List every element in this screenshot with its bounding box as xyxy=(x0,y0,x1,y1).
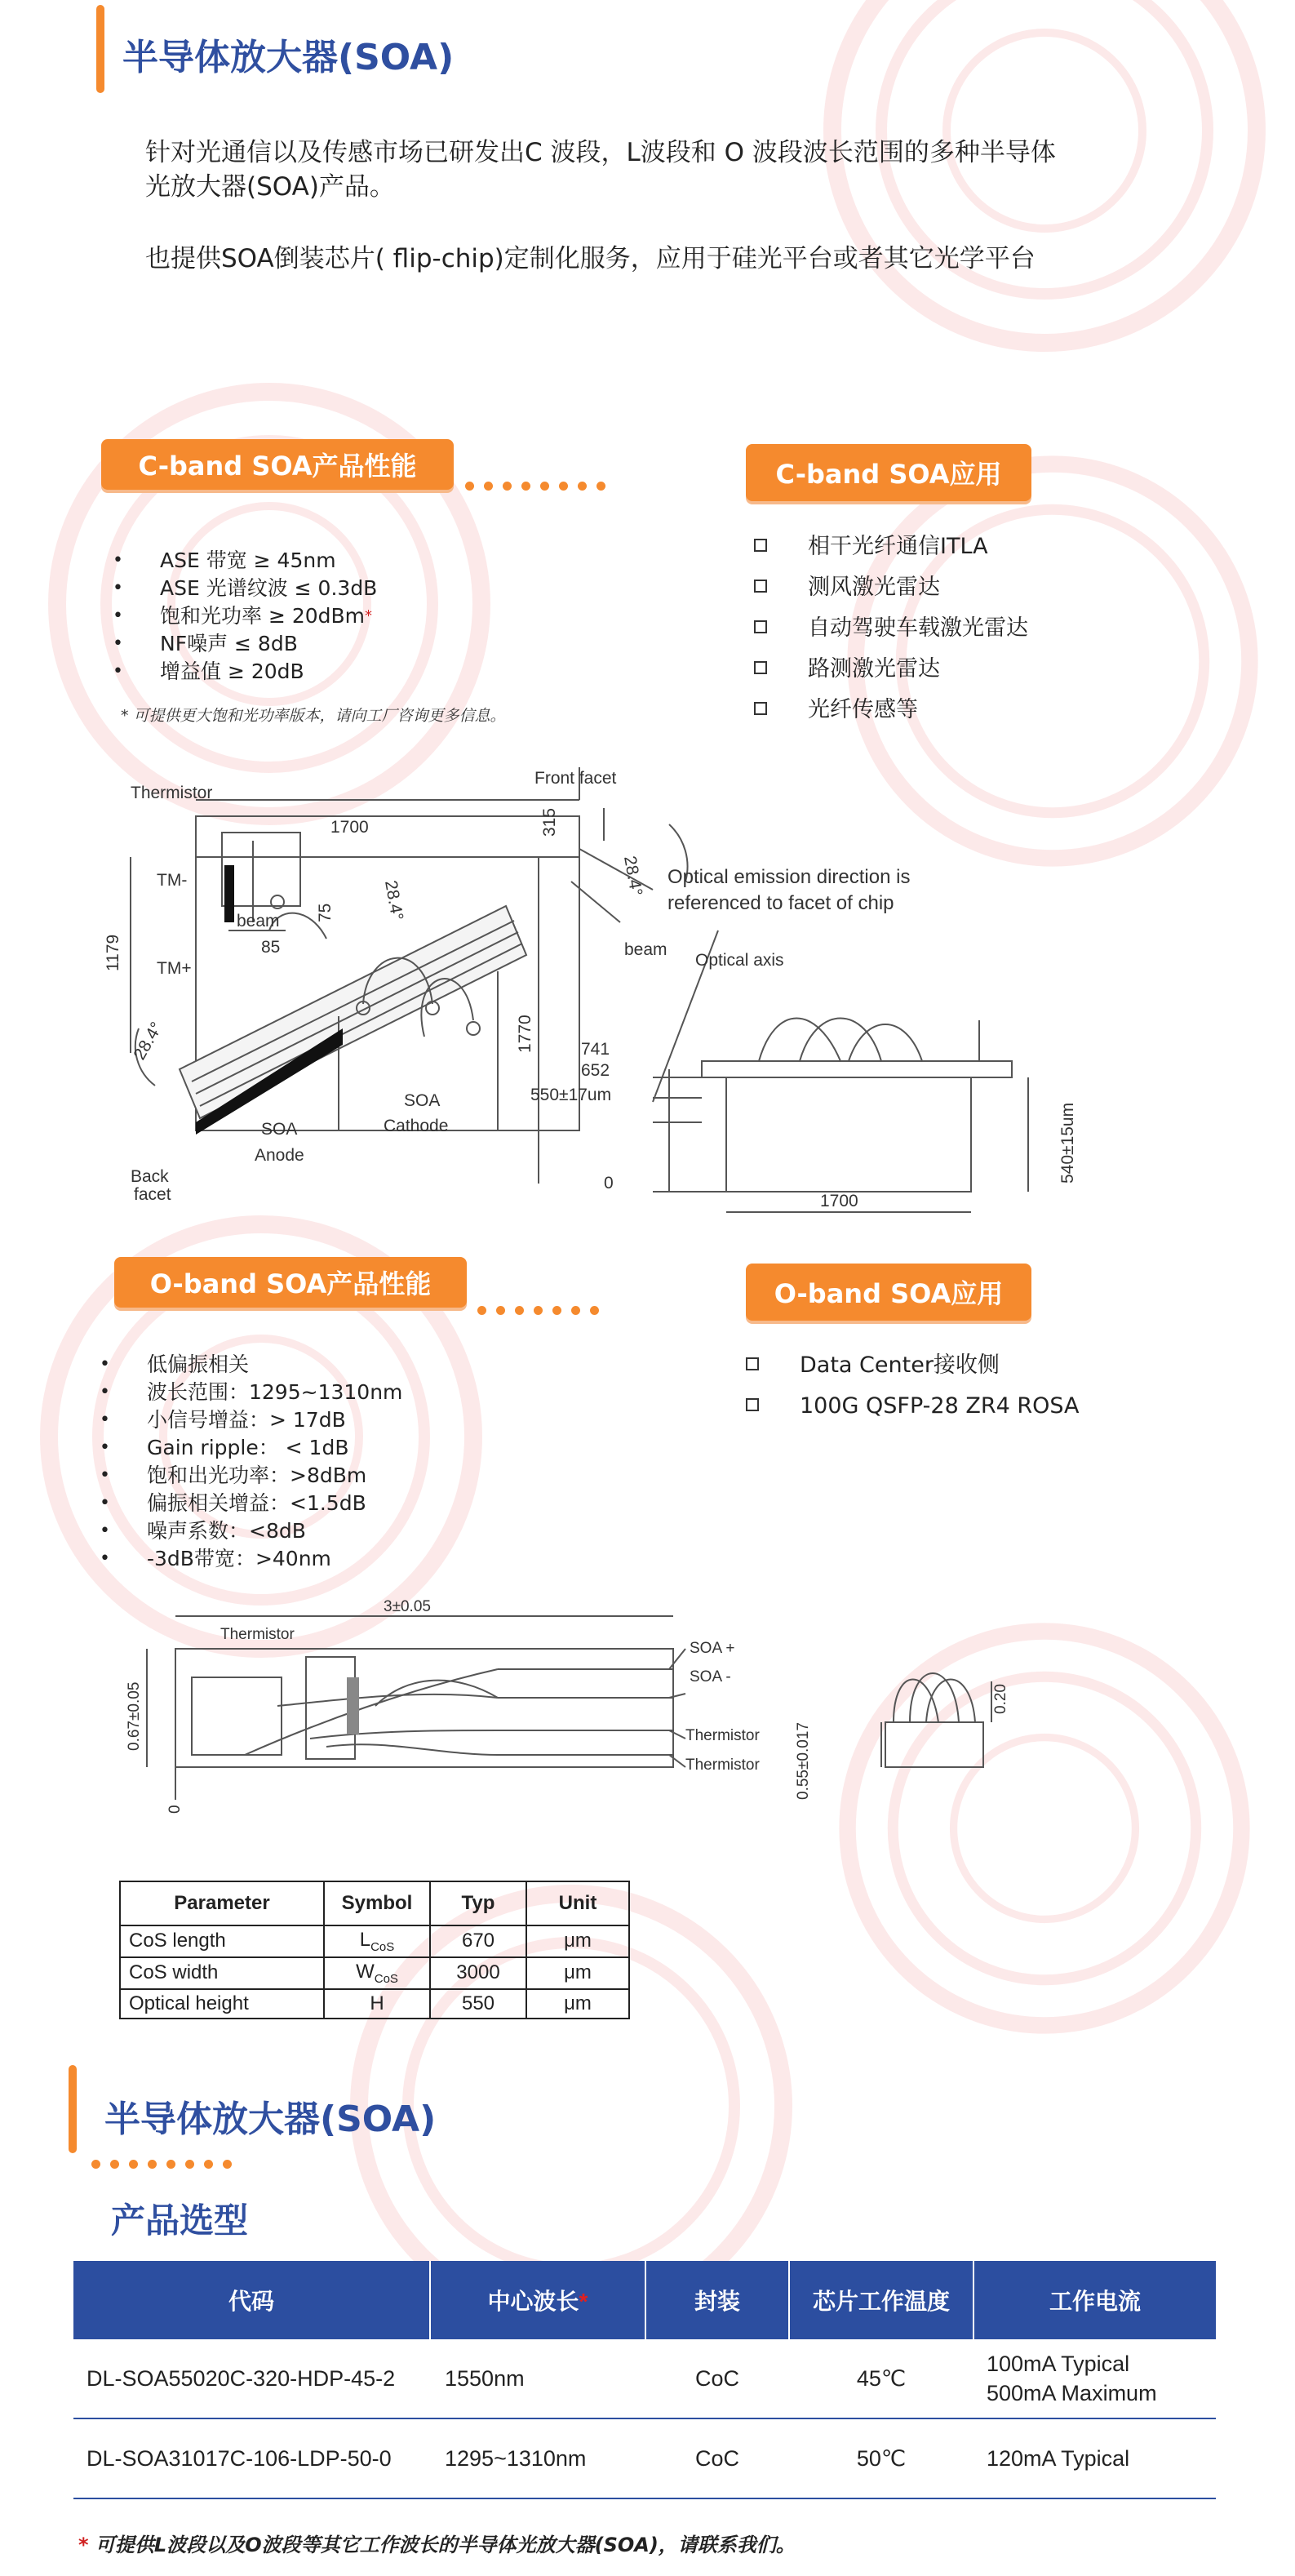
label-dim: 0.67±0.05 xyxy=(126,1681,143,1751)
list-item: • -3dB带宽：>40nm xyxy=(100,1547,331,1570)
label-thermistor: Thermistor xyxy=(131,784,213,802)
label-soa-anode: Anode xyxy=(255,1146,304,1165)
list-item: 相干光纤通信ITLA xyxy=(754,526,1028,567)
list-item: 路测激光雷达 xyxy=(754,649,1028,690)
intro-line: 光放大器(SOA)产品。 xyxy=(145,172,395,202)
label-dim: 85 xyxy=(261,938,281,957)
label-dim: 0.55±0.017 xyxy=(795,1722,812,1800)
cell: 670 xyxy=(430,1925,526,1957)
label-dim: 540±15um xyxy=(1058,1102,1077,1184)
label-dim: 0 xyxy=(166,1805,184,1814)
spec-table xyxy=(119,1881,630,2019)
checkbox-icon xyxy=(754,539,767,552)
label-dim: 75 xyxy=(316,903,335,922)
label-thermistor: Thermistor xyxy=(685,1757,760,1774)
checkbox-icon xyxy=(754,620,767,633)
list-item: • 增益值 ≥ 20dB xyxy=(113,660,304,683)
col-header: Symbol xyxy=(324,1881,430,1925)
list-item: • 低偏振相关 xyxy=(100,1352,250,1376)
cell-wavelength: 1295~1310nm xyxy=(430,2418,645,2498)
list-item: • ASE 带宽 ≥ 45nm xyxy=(113,549,336,572)
cband-note: * 可提供更大饱和光功率版本，请向工厂咨询更多信息。 xyxy=(121,707,506,725)
table-row xyxy=(120,1957,629,1989)
label-dim: 1770 xyxy=(516,1015,534,1053)
oband-perf-tag: O-band SOA产品性能 xyxy=(114,1257,467,1308)
label-back-facet: facet xyxy=(134,1185,171,1204)
label-dim: 3±0.05 xyxy=(384,1600,431,1615)
cell-current: 100mA Typical 500mA Maximum xyxy=(973,2339,1216,2418)
list-item: Data Center接收侧 xyxy=(746,1345,1079,1386)
checkbox-icon xyxy=(754,661,767,674)
label-back-facet: Back xyxy=(131,1167,169,1186)
cell: Optical height xyxy=(120,1989,324,2019)
table-row xyxy=(73,2339,1216,2418)
col-header: 芯片工作温度 xyxy=(789,2261,973,2339)
cell-code: DL-SOA55020C-320-HDP-45-2 xyxy=(73,2339,430,2418)
checkbox-icon xyxy=(754,702,767,715)
col-header: Typ xyxy=(430,1881,526,1925)
cell: μm xyxy=(526,1989,629,2019)
list-item: • 饱和光功率 ≥ 20dBm* xyxy=(113,604,373,628)
cell: CoS width xyxy=(120,1957,324,1989)
col-header: 工作电流 xyxy=(973,2261,1216,2339)
label-dim: 0 xyxy=(604,1174,614,1193)
list-item: • 饱和出光功率：>8dBm xyxy=(100,1463,367,1487)
label-soa-anode: SOA xyxy=(261,1120,298,1139)
cell: $W_{CoS}$ xyxy=(324,1957,430,1989)
list-item: • 偏振相关增益：<1.5dB xyxy=(100,1491,366,1515)
cband-chip-drawing xyxy=(82,759,1126,1224)
oband-app-list xyxy=(746,1345,1079,1427)
table-header xyxy=(73,2261,1216,2339)
list-item: 100G QSFP-28 ZR4 ROSA xyxy=(746,1386,1079,1427)
title-accent-bar xyxy=(69,2065,77,2153)
cband-perf-tag: C-band SOA产品性能 xyxy=(101,439,454,490)
cell: μm xyxy=(526,1925,629,1957)
oband-chip-drawing xyxy=(114,1600,1077,1845)
col-header: 代码 xyxy=(73,2261,430,2339)
label-dim: 550±17um xyxy=(530,1086,612,1104)
footnote: * 可提供L波段以及O波段等其它工作波长的半导体光放大器(SOA)，请联系我们。 xyxy=(78,2534,796,2556)
label-angle: 28.4° xyxy=(381,878,407,922)
cell: H xyxy=(324,1989,430,2019)
intro-text xyxy=(145,135,1231,204)
cell-temp: 45℃ xyxy=(789,2339,973,2418)
table-header xyxy=(120,1881,629,1925)
label-angle: 28.4° xyxy=(620,854,646,898)
section-title: 半导体放大器(SOA) xyxy=(104,2099,437,2140)
label-emission: Optical emission direction is xyxy=(667,866,911,888)
cell: $L_{CoS}$ xyxy=(324,1925,430,1957)
list-item: 测风激光雷达 xyxy=(754,567,1028,608)
cell: CoS length xyxy=(120,1925,324,1957)
cell-package: CoC xyxy=(645,2418,789,2498)
table-row xyxy=(120,1925,629,1957)
label-dim: 1700 xyxy=(330,818,369,837)
col-header: Parameter xyxy=(120,1881,324,1925)
table-row xyxy=(120,1989,629,2019)
cell: μm xyxy=(526,1957,629,1989)
checkbox-icon xyxy=(746,1398,759,1411)
label-tm: TM- xyxy=(157,871,188,890)
label-dim: 741 xyxy=(581,1040,610,1059)
label-dim: 0.20 xyxy=(992,1684,1009,1714)
cell-temp: 50℃ xyxy=(789,2418,973,2498)
col-header: 封装 xyxy=(645,2261,789,2339)
label-beam: beam xyxy=(624,940,667,959)
list-item: 自动驾驶车载激光雷达 xyxy=(754,608,1028,649)
label-soa-cathode: Cathode xyxy=(384,1117,449,1135)
label-front-facet: Front facet xyxy=(534,769,617,788)
label-dim: 1179 xyxy=(104,934,122,971)
list-item: • 小信号增益：> 17dB xyxy=(100,1408,346,1432)
cband-app-tag: C-band SOA应用 xyxy=(746,444,1031,501)
list-item: • ASE 光谱纹波 ≤ 0.3dB xyxy=(113,576,378,600)
cband-perf-list xyxy=(113,547,378,686)
product-table xyxy=(73,2261,1216,2499)
checkbox-icon xyxy=(746,1357,759,1370)
table-row xyxy=(73,2418,1216,2498)
label-angle: 28.4° xyxy=(130,1019,166,1064)
decor-dots xyxy=(91,2160,232,2169)
label-soa-cathode: SOA xyxy=(404,1091,441,1110)
oband-perf-list xyxy=(100,1351,403,1573)
decor-dots xyxy=(465,482,605,491)
cell-current: 120mA Typical xyxy=(973,2418,1216,2498)
label-dim: 652 xyxy=(581,1061,610,1080)
list-item: • 波长范围：1295~1310nm xyxy=(100,1380,403,1404)
decor-dots xyxy=(477,1306,599,1315)
star-mark: * xyxy=(365,607,373,624)
list-item: • 噪声系数：<8dB xyxy=(100,1519,306,1543)
intro-line: 针对光通信以及传感市场已研发出C 波段，L波段和 O 波段波长范围的多种半导体 xyxy=(145,138,1056,167)
label-beam: beam xyxy=(237,912,280,930)
label-thermistor: Thermistor xyxy=(685,1727,760,1744)
list-item: • NF噪声 ≤ 8dB xyxy=(113,632,298,655)
cell: 3000 xyxy=(430,1957,526,1989)
page-title: 半导体放大器(SOA) xyxy=(122,37,455,78)
label-thermistor: Thermistor xyxy=(220,1626,295,1643)
col-header: 中心波长* xyxy=(430,2261,645,2339)
label-dim: 1700 xyxy=(820,1192,858,1210)
label-dim: 315 xyxy=(540,807,559,837)
intro-text-flipchip: 也提供SOA倒装芯片( flip-chip)定制化服务，应用于硅光平台或者其它光学平台 xyxy=(145,244,1036,273)
cband-app-list xyxy=(754,526,1028,731)
oband-app-tag: O-band SOA应用 xyxy=(746,1264,1031,1321)
cell-wavelength: 1550nm xyxy=(430,2339,645,2418)
title-accent-bar xyxy=(96,5,104,93)
list-item: • Gain ripple： < 1dB xyxy=(100,1436,349,1459)
label-soa-minus: SOA - xyxy=(690,1668,731,1686)
cell-package: CoC xyxy=(645,2339,789,2418)
label-soa-plus: SOA + xyxy=(690,1640,735,1657)
cell: 550 xyxy=(430,1989,526,2019)
checkbox-icon xyxy=(754,580,767,593)
cell-code: DL-SOA31017C-106-LDP-50-0 xyxy=(73,2418,430,2498)
list-item: 光纤传感等 xyxy=(754,690,1028,731)
label-optical-axis: Optical axis xyxy=(695,951,784,970)
label-emission: referenced to facet of chip xyxy=(667,892,894,914)
label-tm: TM+ xyxy=(157,959,192,978)
section-subtitle: 产品选型 xyxy=(111,2201,249,2241)
col-header: Unit xyxy=(526,1881,629,1925)
